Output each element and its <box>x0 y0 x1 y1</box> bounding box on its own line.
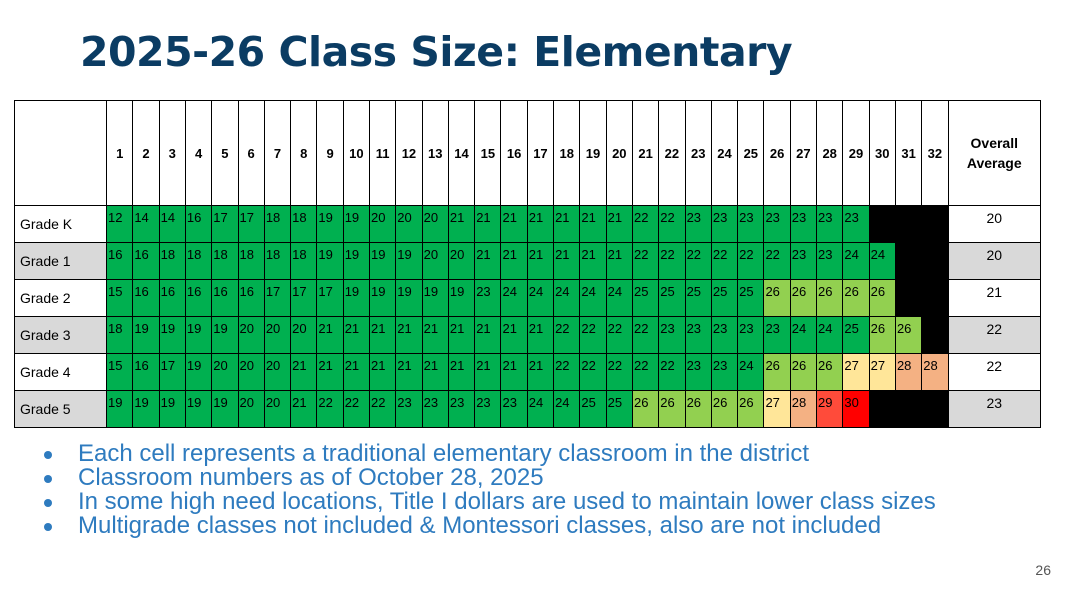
table-row <box>15 391 1041 428</box>
classroom-cell: 25 <box>685 280 711 317</box>
classroom-cell: 24 <box>501 280 527 317</box>
classroom-cell: 21 <box>475 243 501 280</box>
classroom-column-header: 32 <box>922 101 948 206</box>
classroom-cell: 26 <box>869 317 895 354</box>
classroom-cell: 19 <box>343 206 369 243</box>
classroom-cell: 21 <box>527 206 553 243</box>
table-row <box>15 280 1041 317</box>
classroom-cell: 21 <box>475 354 501 391</box>
classroom-cell: 22 <box>711 243 737 280</box>
classroom-cell: 21 <box>343 354 369 391</box>
classroom-column-header: 4 <box>185 101 211 206</box>
classroom-column-header: 17 <box>527 101 553 206</box>
classroom-cell: 18 <box>238 243 264 280</box>
classroom-cell: 17 <box>317 280 343 317</box>
classroom-cell: 24 <box>580 280 606 317</box>
classroom-cell: 20 <box>238 354 264 391</box>
classroom-cell: 19 <box>133 317 159 354</box>
grade-label: Grade 4 <box>15 354 107 391</box>
classroom-cell: 16 <box>133 354 159 391</box>
classroom-cell: 16 <box>159 280 185 317</box>
overall-average-header: Overall Average <box>948 101 1040 206</box>
bullet-icon <box>44 523 52 531</box>
empty-classroom-cell <box>895 243 921 280</box>
empty-classroom-cell <box>922 243 948 280</box>
classroom-cell: 21 <box>501 317 527 354</box>
classroom-column-header: 28 <box>817 101 843 206</box>
classroom-column-header: 14 <box>448 101 474 206</box>
classroom-cell: 23 <box>396 391 422 428</box>
empty-classroom-cell <box>922 391 948 428</box>
table-header-row <box>15 101 1041 206</box>
classroom-cell: 23 <box>817 206 843 243</box>
classroom-cell: 23 <box>711 206 737 243</box>
classroom-cell: 23 <box>711 317 737 354</box>
classroom-cell: 24 <box>817 317 843 354</box>
classroom-column-header: 20 <box>606 101 632 206</box>
table-row <box>15 243 1041 280</box>
classroom-column-header: 30 <box>869 101 895 206</box>
classroom-cell: 17 <box>212 206 238 243</box>
classroom-cell: 19 <box>185 391 211 428</box>
empty-classroom-cell <box>922 317 948 354</box>
empty-classroom-cell <box>895 391 921 428</box>
classroom-cell: 18 <box>159 243 185 280</box>
classroom-cell: 23 <box>475 391 501 428</box>
classroom-cell: 19 <box>422 280 448 317</box>
classroom-cell: 22 <box>659 206 685 243</box>
notes-list <box>44 442 1034 538</box>
slide-title: 2025-26 Class Size: Elementary <box>80 28 793 76</box>
classroom-cell: 26 <box>659 391 685 428</box>
classroom-cell: 15 <box>107 280 133 317</box>
bullet-icon <box>44 451 52 459</box>
classroom-cell: 17 <box>159 354 185 391</box>
classroom-cell: 27 <box>843 354 869 391</box>
table-body <box>15 206 1041 428</box>
classroom-cell: 16 <box>185 280 211 317</box>
classroom-cell: 23 <box>764 206 790 243</box>
classroom-cell: 21 <box>422 317 448 354</box>
classroom-column-header: 25 <box>738 101 764 206</box>
classroom-cell: 21 <box>527 354 553 391</box>
classroom-cell: 20 <box>422 243 448 280</box>
classroom-cell: 20 <box>264 391 290 428</box>
classroom-column-header: 22 <box>659 101 685 206</box>
classroom-cell: 25 <box>606 391 632 428</box>
classroom-cell: 22 <box>343 391 369 428</box>
note-text: In some high need locations, Title I dollars are used to maintain lower class sizes <box>78 488 936 515</box>
classroom-cell: 17 <box>238 206 264 243</box>
classroom-column-header: 10 <box>343 101 369 206</box>
classroom-cell: 19 <box>107 391 133 428</box>
classroom-cell: 21 <box>475 206 501 243</box>
classroom-cell: 22 <box>738 243 764 280</box>
classroom-cell: 21 <box>317 317 343 354</box>
classroom-cell: 22 <box>659 354 685 391</box>
classroom-cell: 17 <box>291 280 317 317</box>
classroom-cell: 21 <box>580 206 606 243</box>
classroom-column-header: 2 <box>133 101 159 206</box>
overall-average-cell: 22 <box>948 317 1040 354</box>
classroom-cell: 20 <box>238 317 264 354</box>
table-row <box>15 354 1041 391</box>
classroom-cell: 24 <box>843 243 869 280</box>
classroom-cell: 20 <box>370 206 396 243</box>
classroom-cell: 15 <box>107 354 133 391</box>
classroom-cell: 21 <box>370 354 396 391</box>
classroom-cell: 26 <box>685 391 711 428</box>
classroom-cell: 21 <box>448 206 474 243</box>
classroom-cell: 25 <box>738 280 764 317</box>
classroom-cell: 22 <box>317 391 343 428</box>
empty-classroom-cell <box>895 206 921 243</box>
classroom-cell: 24 <box>790 317 816 354</box>
classroom-cell: 26 <box>790 280 816 317</box>
empty-classroom-cell <box>869 391 895 428</box>
grade-label: Grade K <box>15 206 107 243</box>
note-item <box>44 442 1034 466</box>
classroom-cell: 30 <box>843 391 869 428</box>
classroom-cell: 21 <box>396 317 422 354</box>
classroom-cell: 19 <box>212 391 238 428</box>
overall-average-cell: 21 <box>948 280 1040 317</box>
page-number: 26 <box>1035 562 1051 578</box>
classroom-cell: 20 <box>422 206 448 243</box>
classroom-cell: 24 <box>869 243 895 280</box>
classroom-cell: 21 <box>370 317 396 354</box>
classroom-cell: 20 <box>448 243 474 280</box>
classroom-column-header: 3 <box>159 101 185 206</box>
overall-average-cell: 20 <box>948 243 1040 280</box>
classroom-cell: 23 <box>764 317 790 354</box>
classroom-column-header: 5 <box>212 101 238 206</box>
classroom-cell: 26 <box>764 354 790 391</box>
classroom-cell: 14 <box>133 206 159 243</box>
classroom-cell: 18 <box>185 243 211 280</box>
classroom-column-header: 1 <box>107 101 133 206</box>
classroom-column-header: 7 <box>264 101 290 206</box>
classroom-cell: 12 <box>107 206 133 243</box>
classroom-column-header: 15 <box>475 101 501 206</box>
classroom-column-header: 16 <box>501 101 527 206</box>
classroom-cell: 24 <box>554 280 580 317</box>
classroom-cell: 24 <box>554 391 580 428</box>
classroom-column-header: 23 <box>685 101 711 206</box>
classroom-cell: 28 <box>922 354 948 391</box>
classroom-cell: 23 <box>738 206 764 243</box>
empty-classroom-cell <box>869 206 895 243</box>
table-row <box>15 317 1041 354</box>
classroom-cell: 25 <box>580 391 606 428</box>
overall-average-cell: 22 <box>948 354 1040 391</box>
classroom-cell: 16 <box>185 206 211 243</box>
empty-classroom-cell <box>922 206 948 243</box>
classroom-cell: 21 <box>396 354 422 391</box>
classroom-cell: 22 <box>632 354 658 391</box>
classroom-cell: 21 <box>554 206 580 243</box>
classroom-cell: 21 <box>291 391 317 428</box>
overall-average-cell: 23 <box>948 391 1040 428</box>
classroom-cell: 26 <box>817 354 843 391</box>
classroom-cell: 19 <box>212 317 238 354</box>
classroom-cell: 19 <box>448 280 474 317</box>
classroom-cell: 20 <box>396 206 422 243</box>
classroom-cell: 20 <box>291 317 317 354</box>
classroom-column-header: 11 <box>370 101 396 206</box>
classroom-cell: 26 <box>843 280 869 317</box>
classroom-cell: 24 <box>738 354 764 391</box>
classroom-cell: 19 <box>370 280 396 317</box>
overall-average-cell: 20 <box>948 206 1040 243</box>
classroom-cell: 18 <box>264 243 290 280</box>
classroom-cell: 19 <box>396 280 422 317</box>
classroom-cell: 23 <box>501 391 527 428</box>
classroom-cell: 27 <box>869 354 895 391</box>
classroom-cell: 18 <box>212 243 238 280</box>
classroom-cell: 22 <box>606 354 632 391</box>
classroom-cell: 16 <box>212 280 238 317</box>
classroom-cell: 21 <box>448 354 474 391</box>
empty-classroom-cell <box>895 280 921 317</box>
classroom-cell: 21 <box>475 317 501 354</box>
classroom-cell: 20 <box>264 354 290 391</box>
classroom-cell: 21 <box>501 354 527 391</box>
classroom-cell: 23 <box>685 317 711 354</box>
classroom-cell: 22 <box>764 243 790 280</box>
classroom-cell: 26 <box>790 354 816 391</box>
classroom-cell: 21 <box>580 243 606 280</box>
classroom-cell: 26 <box>711 391 737 428</box>
classroom-cell: 19 <box>185 317 211 354</box>
classroom-cell: 23 <box>685 206 711 243</box>
classroom-cell: 21 <box>606 243 632 280</box>
classroom-cell: 26 <box>895 317 921 354</box>
classroom-cell: 21 <box>448 317 474 354</box>
classroom-cell: 18 <box>291 243 317 280</box>
grade-label: Grade 3 <box>15 317 107 354</box>
classroom-cell: 19 <box>159 317 185 354</box>
classroom-column-header: 31 <box>895 101 921 206</box>
classroom-cell: 18 <box>107 317 133 354</box>
classroom-cell: 19 <box>317 243 343 280</box>
note-text: Multigrade classes not included & Montessori classes, also are not included <box>78 512 882 539</box>
classroom-column-header: 18 <box>554 101 580 206</box>
classroom-cell: 21 <box>606 206 632 243</box>
classroom-column-header: 13 <box>422 101 448 206</box>
classroom-cell: 29 <box>817 391 843 428</box>
classroom-column-header: 6 <box>238 101 264 206</box>
classroom-cell: 18 <box>291 206 317 243</box>
classroom-column-header: 27 <box>790 101 816 206</box>
classroom-cell: 19 <box>185 354 211 391</box>
classroom-cell: 22 <box>554 354 580 391</box>
classroom-cell: 21 <box>501 206 527 243</box>
classroom-cell: 22 <box>606 317 632 354</box>
classroom-cell: 25 <box>632 280 658 317</box>
classroom-cell: 14 <box>159 206 185 243</box>
classroom-cell: 21 <box>554 243 580 280</box>
classroom-cell: 22 <box>580 354 606 391</box>
classroom-cell: 27 <box>764 391 790 428</box>
classroom-cell: 26 <box>817 280 843 317</box>
classroom-cell: 26 <box>738 391 764 428</box>
classroom-cell: 26 <box>869 280 895 317</box>
note-text: Each cell represents a traditional elementary classroom in the district <box>78 440 809 467</box>
classroom-cell: 22 <box>685 243 711 280</box>
classroom-cell: 21 <box>527 243 553 280</box>
classroom-cell: 21 <box>291 354 317 391</box>
classroom-cell: 23 <box>843 206 869 243</box>
classroom-cell: 22 <box>580 317 606 354</box>
classroom-cell: 19 <box>343 243 369 280</box>
classroom-cell: 22 <box>632 317 658 354</box>
row-label-header <box>15 101 107 206</box>
classroom-cell: 22 <box>370 391 396 428</box>
classroom-column-header: 24 <box>711 101 737 206</box>
classroom-column-header: 29 <box>843 101 869 206</box>
table-row <box>15 206 1041 243</box>
classroom-cell: 23 <box>475 280 501 317</box>
note-item <box>44 490 1034 514</box>
classroom-cell: 20 <box>212 354 238 391</box>
classroom-cell: 22 <box>659 243 685 280</box>
classroom-cell: 23 <box>448 391 474 428</box>
classroom-cell: 23 <box>422 391 448 428</box>
classroom-cell: 23 <box>790 243 816 280</box>
classroom-cell: 16 <box>238 280 264 317</box>
classroom-column-header: 26 <box>764 101 790 206</box>
classroom-cell: 16 <box>133 280 159 317</box>
classroom-cell: 28 <box>790 391 816 428</box>
grade-label: Grade 1 <box>15 243 107 280</box>
classroom-cell: 20 <box>238 391 264 428</box>
note-text: Classroom numbers as of October 28, 2025 <box>78 464 544 491</box>
classroom-cell: 23 <box>711 354 737 391</box>
classroom-column-header: 8 <box>291 101 317 206</box>
classroom-cell: 24 <box>606 280 632 317</box>
classroom-cell: 18 <box>264 206 290 243</box>
grade-label: Grade 2 <box>15 280 107 317</box>
classroom-cell: 21 <box>527 317 553 354</box>
classroom-cell: 16 <box>107 243 133 280</box>
classroom-column-header: 9 <box>317 101 343 206</box>
classroom-cell: 21 <box>317 354 343 391</box>
empty-classroom-cell <box>922 280 948 317</box>
classroom-cell: 16 <box>133 243 159 280</box>
classroom-cell: 23 <box>685 354 711 391</box>
classroom-cell: 19 <box>396 243 422 280</box>
classroom-column-header: 12 <box>396 101 422 206</box>
note-item <box>44 514 1034 538</box>
classroom-cell: 22 <box>554 317 580 354</box>
classroom-cell: 19 <box>370 243 396 280</box>
classroom-cell: 19 <box>317 206 343 243</box>
classroom-cell: 21 <box>501 243 527 280</box>
classroom-cell: 20 <box>264 317 290 354</box>
classroom-cell: 25 <box>711 280 737 317</box>
classroom-cell: 26 <box>764 280 790 317</box>
classroom-cell: 22 <box>632 243 658 280</box>
classroom-cell: 21 <box>343 317 369 354</box>
classroom-cell: 25 <box>843 317 869 354</box>
classroom-cell: 17 <box>264 280 290 317</box>
bullet-icon <box>44 475 52 483</box>
classroom-cell: 19 <box>133 391 159 428</box>
note-item <box>44 466 1034 490</box>
grade-label: Grade 5 <box>15 391 107 428</box>
classroom-cell: 23 <box>817 243 843 280</box>
classroom-column-header: 19 <box>580 101 606 206</box>
classroom-cell: 23 <box>659 317 685 354</box>
classroom-cell: 25 <box>659 280 685 317</box>
class-size-table <box>14 100 1041 428</box>
classroom-cell: 22 <box>632 206 658 243</box>
classroom-cell: 21 <box>422 354 448 391</box>
classroom-cell: 28 <box>895 354 921 391</box>
bullet-icon <box>44 499 52 507</box>
classroom-cell: 23 <box>790 206 816 243</box>
classroom-column-header: 21 <box>632 101 658 206</box>
classroom-cell: 23 <box>738 317 764 354</box>
classroom-cell: 24 <box>527 391 553 428</box>
classroom-cell: 19 <box>159 391 185 428</box>
classroom-cell: 19 <box>343 280 369 317</box>
classroom-cell: 26 <box>632 391 658 428</box>
classroom-cell: 24 <box>527 280 553 317</box>
